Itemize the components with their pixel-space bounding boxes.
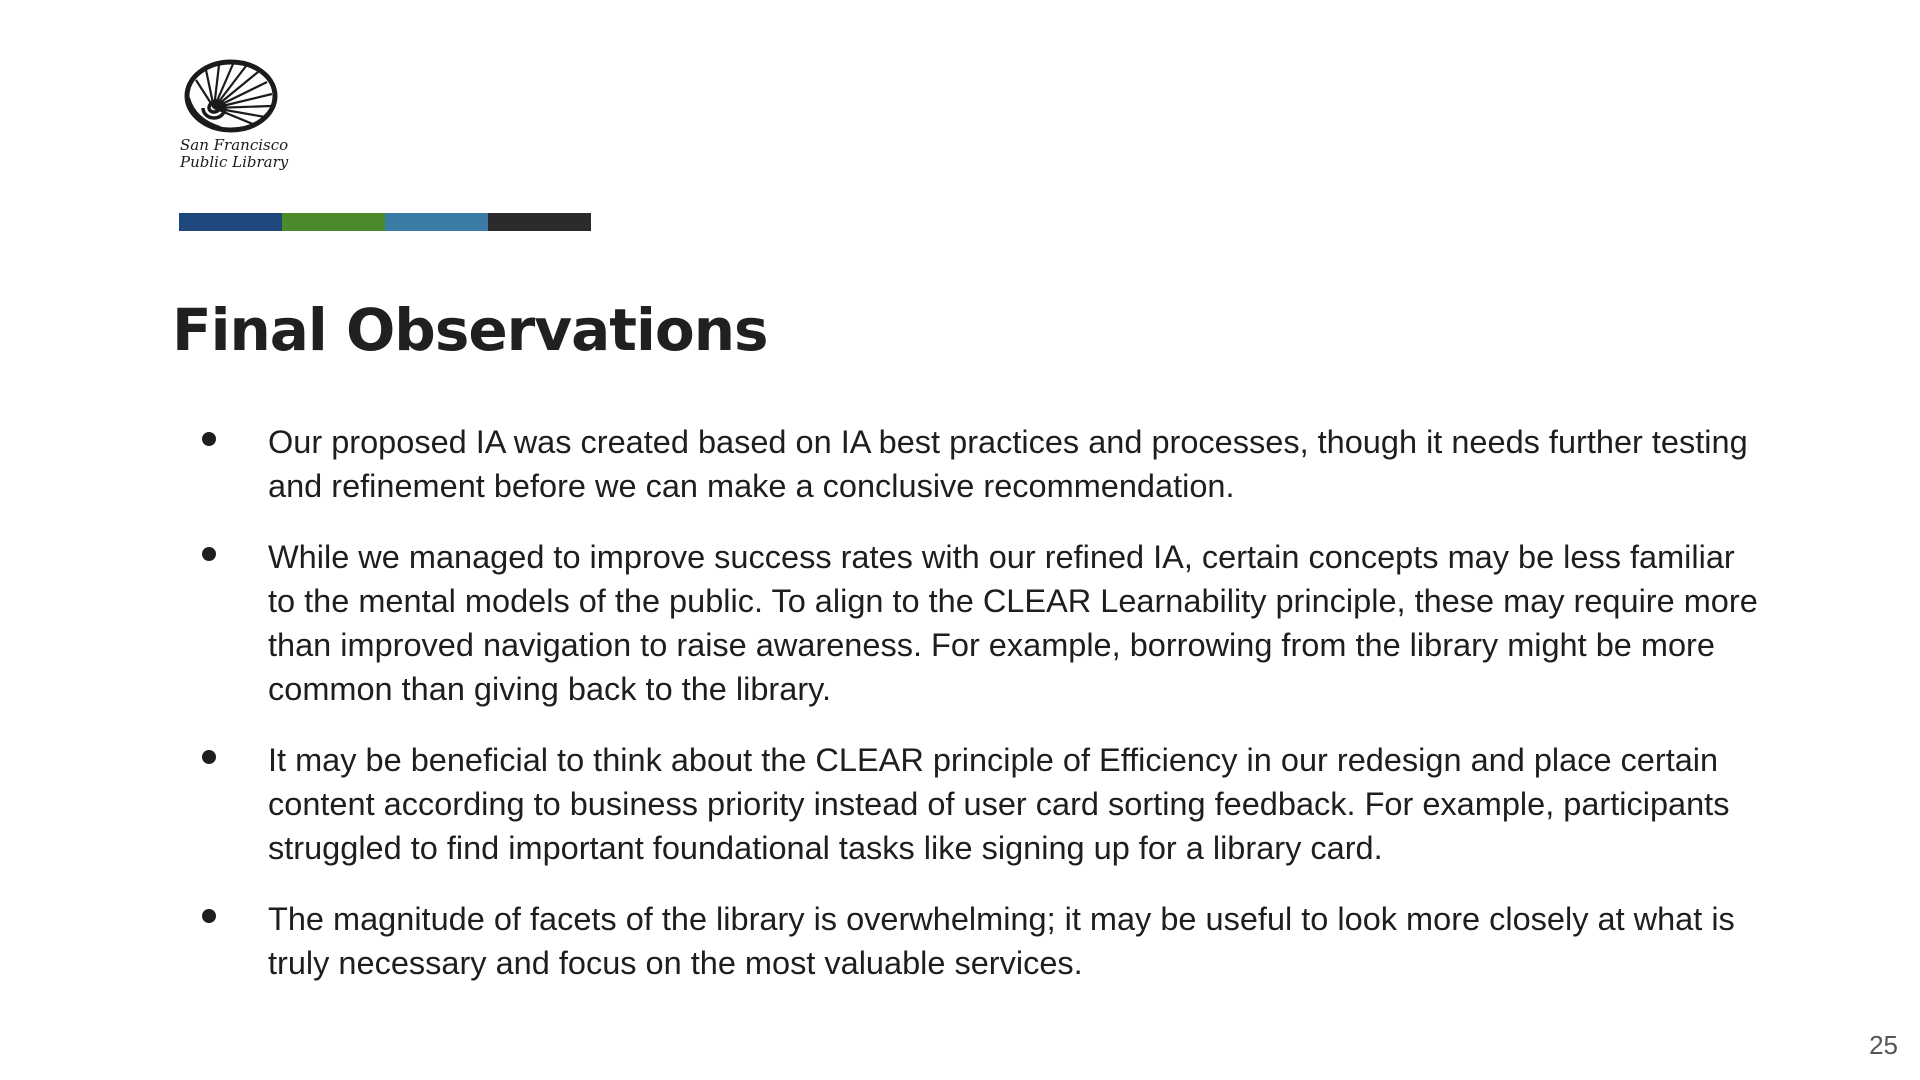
list-item-text: It may be beneficial to think about the CLEAR principle of Efficiency in our redesign and place certain content according to business priority instead of user card sorting feedback. For example, participants struggled to find important foundational tasks like signing up for a library card. (268, 742, 1730, 866)
logo-line-1: San Francisco (180, 136, 289, 154)
accent-segment-green (282, 213, 385, 231)
list-item (200, 897, 1760, 985)
list-item-text: Our proposed IA was created based on IA best practices and processes, though it needs further testing and refinement before we can make a conclusive recommendation. (268, 424, 1748, 504)
accent-segment-navy (179, 213, 282, 231)
list-item (200, 535, 1760, 711)
list-item-text: The magnitude of facets of the library is overwhelming; it may be useful to look more closely at what is truly necessary and focus on the most valuable services. (268, 901, 1735, 981)
list-item-text: While we managed to improve success rates with our refined IA, certain concepts may be less familiar to the mental models of the public. To align to the CLEAR Learnability principle, these may require more than improved navigation to raise awareness. For example, borrowing from the library might be more common than giving back to the library. (268, 539, 1758, 707)
bullet-icon (202, 432, 216, 446)
logo-line-2: Public Library (180, 153, 289, 171)
accent-segment-blue (385, 213, 488, 231)
page-number: 25 (1869, 1030, 1898, 1060)
bullet-icon (202, 750, 216, 764)
observations-list (200, 420, 1760, 1012)
list-item (200, 420, 1760, 508)
accent-segment-black (488, 213, 591, 231)
bullet-icon (202, 547, 216, 561)
logo-wordmark (180, 137, 288, 171)
library-logo (176, 58, 289, 176)
accent-color-bar (179, 213, 591, 231)
slide-title: Final Observations (172, 296, 768, 364)
nautilus-shell-icon (184, 58, 278, 134)
bullet-icon (202, 909, 216, 923)
list-item (200, 738, 1760, 870)
